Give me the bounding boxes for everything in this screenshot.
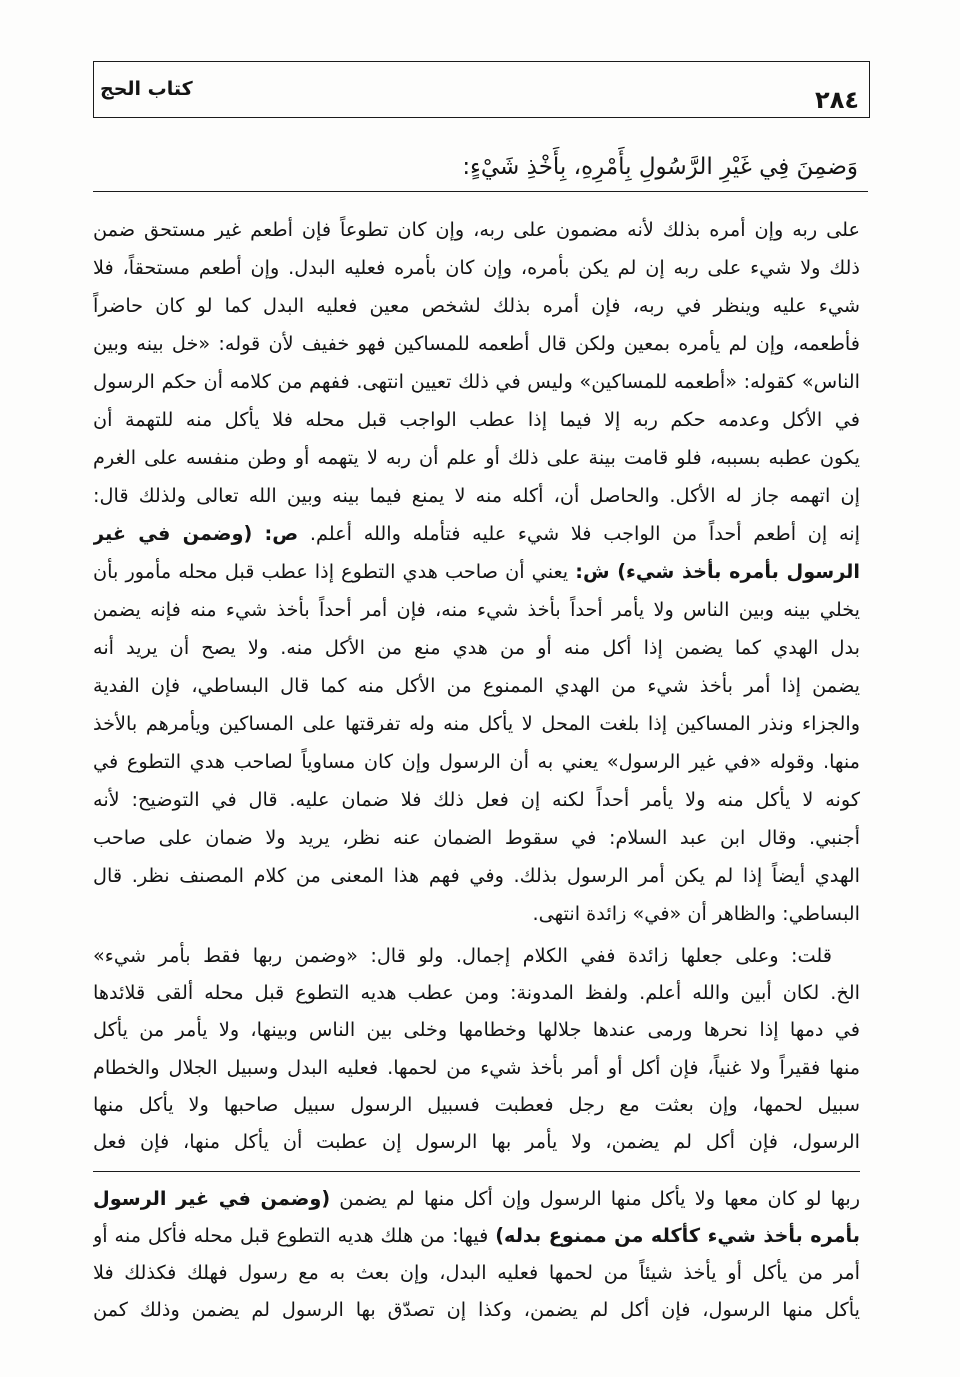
matn-quote-bold: الرسول بأمره بأخذ شيء) ش: [575,560,860,583]
commentary-line: على ربه وإن أمره بذلك لأنه مضمون على ربه، وإن كان تطوعاً فإن أطعم غير مستحق ضمن [93,218,860,241]
commentary-line: يكون عطبه بسببه، فلو قامت بينة على ذلك أو علم أن ربه لا يتهمه أو وطن منفسه على الغرم [93,446,860,469]
commentary-line: والجزاء ونذر المساكين إذا بلغت المحل لا يأكل منه وله تفرقتها على المساكين ويأمرهم بالأخذ [93,712,860,735]
commentary-line: منها فقيراً ولا غنياً، فإن أكل أو أمر بأخذ شيء من لحمها. فعليه البدل وسبيل الجلال والخطام [93,1055,860,1079]
commentary-line: يخلي بينه وبين الناس ولا يأمر أحداً بأخذ شيء منه، فإن أمر أحداً بأخذ شيء منه فإنه يضمن [93,598,860,621]
commentary-line: الخ. لكان أبين والله أعلم. ولفظ المدونة: ومن عطب هديه التطوع قبل محله ألقى قلائدها [93,981,860,1005]
commentary-line: الرسول، فإن أكل لم يضمن، ولا يأمر بها الرسول إن عطبت أن يأكل منها، فإن فعل [93,1129,860,1153]
commentary-line: يضمن إذا أمر بأخذ شيء من الهدي الممنوع من الأكل منه كما قال البساطي، فإن الفدية [93,674,860,697]
commentary-line [93,553,860,591]
commentary-line: الهدي أيضاً إذا لم يكن أمر الرسول بذلك. وفي فهم هذا المعنى من كلام المصنف نظر. قال [93,864,860,887]
commentary-paragraph-2 [93,937,860,1160]
commentary-line: بدل الهدي كما يضمن إذا أكل منه أو من هدي منع من الأكل منه. ولا يصح أن يريد أنه [93,636,860,659]
commentary-paragraph-1 [93,211,860,933]
matn-divider [93,191,868,192]
matn-quote-bold: بأمره بأخذ شيء كأكله من ممنوع بدله) [495,1224,860,1247]
commentary-line: فأطعمه، وإن لم يأمره بمعين ولكن قال أطعمه للمساكين فهو خفيف لأن قوله: «خل بينه وبين [93,332,860,355]
page-number: ٢٨٤ [815,86,859,114]
commentary-text: إنه إن أطعم أحداً من الواجب فلا شيء عليه فتأمله والله أعلم. [309,522,860,545]
footnote-line [93,1217,860,1254]
footnote-line: يأكل منها الرسول، فإن أكل لم يضمن، وكذا إن تصدّق بها الرسول لم يضمن وذلك كمن [93,1298,860,1321]
commentary-line: سبيل لحمها، وإن بعثت مع رجل فعطبت فسبيل الرسول سبيل صاحبها ولا يأكل منها [93,1092,860,1116]
footnote-line [93,1180,860,1217]
footnote-text: فيها: من هلك هديه التطوع قبل محله فأكل منه أو [93,1224,489,1247]
commentary-text: يعني أن صاحب هدي التطوع إذا عطب قبل محله مأمور بأن [93,560,569,583]
page-header [93,61,870,118]
commentary-line: منها. وقوله «في غير الرسول» يعني به أن الرسول وإن كان مساوياً لصاحب هدي التطوع في [93,750,860,773]
commentary-line [93,515,860,553]
commentary-line: شيء عليه وينظر في ربه، فإن أمره بذلك لشخص معين فعليه البدل كما لو كان حاضراً [93,294,860,317]
commentary-line: الناس» كقوله: «أطعمه للمساكين» وليس في ذلك تعيين انتهى. ففهم من كلامه أن حكم الرسول [93,370,860,393]
matn-quote-bold: ص: (وضمن في غير [93,522,299,545]
footnote-text: ربها لو كان معها ولا يأكل منها الرسول وإن أكل منها لم يضمن [339,1187,860,1210]
commentary-line: إن اتهمه جاز له الأكل. والحاصل أن، أكله منه لا يمنع فيما بينه وبين الله تعالى ولذلك قال: [93,484,860,507]
commentary-line: في الأكل وعدمه حكم ربه إلا فيما إذا عطب الواجب قبل محله فلا يأكل منه للتهمة أن [93,408,860,431]
commentary-line: كونه لا يأكل منه ولا يأمر أحداً لكنه إن فعل ذلك فلا ضمان عليه. قال في التوضيح: لأنه [93,788,860,811]
footnote-line: أمر من يأكل أو يأخذ شيئاً من لحمها فعليه البدل، وإن بعث به مع رسول فهلك فكذلك فلا [93,1261,860,1284]
matn-quote-bold: (وضمن في غير الرسول [93,1187,331,1210]
running-title: كتاب الحج [100,78,193,100]
commentary-line: البساطي: والظاهر أن «في» زائدة انتهى. [532,902,860,925]
commentary-line: قلت: وعلى جعلها زائدة ففي الكلام إجمال. ولو قال: «وضمن ربها فقط بأمر شيء» [93,944,832,967]
footnote-block [93,1180,860,1328]
matn-text: وَضمِنَ فِي غَيْرِ الرَّسُولِ بِأَمْرِهِ، بِأَخْذِ شَيْءٍ: [462,154,858,180]
commentary-line: أجنبي. وقال ابن عبد السلام: في سقوط الضمان عنه نظر، يريد ولا ضمان على صاحب [93,826,860,849]
commentary-line: ذلك ولا شيء على ربه إن لم يكن بأمره، وإن كان بأمره فعليه البدل. وإن أطعم مستحقاً، فلا [93,256,860,279]
commentary-line: في دمها إذا نحرها ورمى عندها جلالها وخطامها وخلى بين الناس وبينها، ولا يأمر من يأكل [93,1018,860,1042]
footnote-divider [93,1171,860,1172]
